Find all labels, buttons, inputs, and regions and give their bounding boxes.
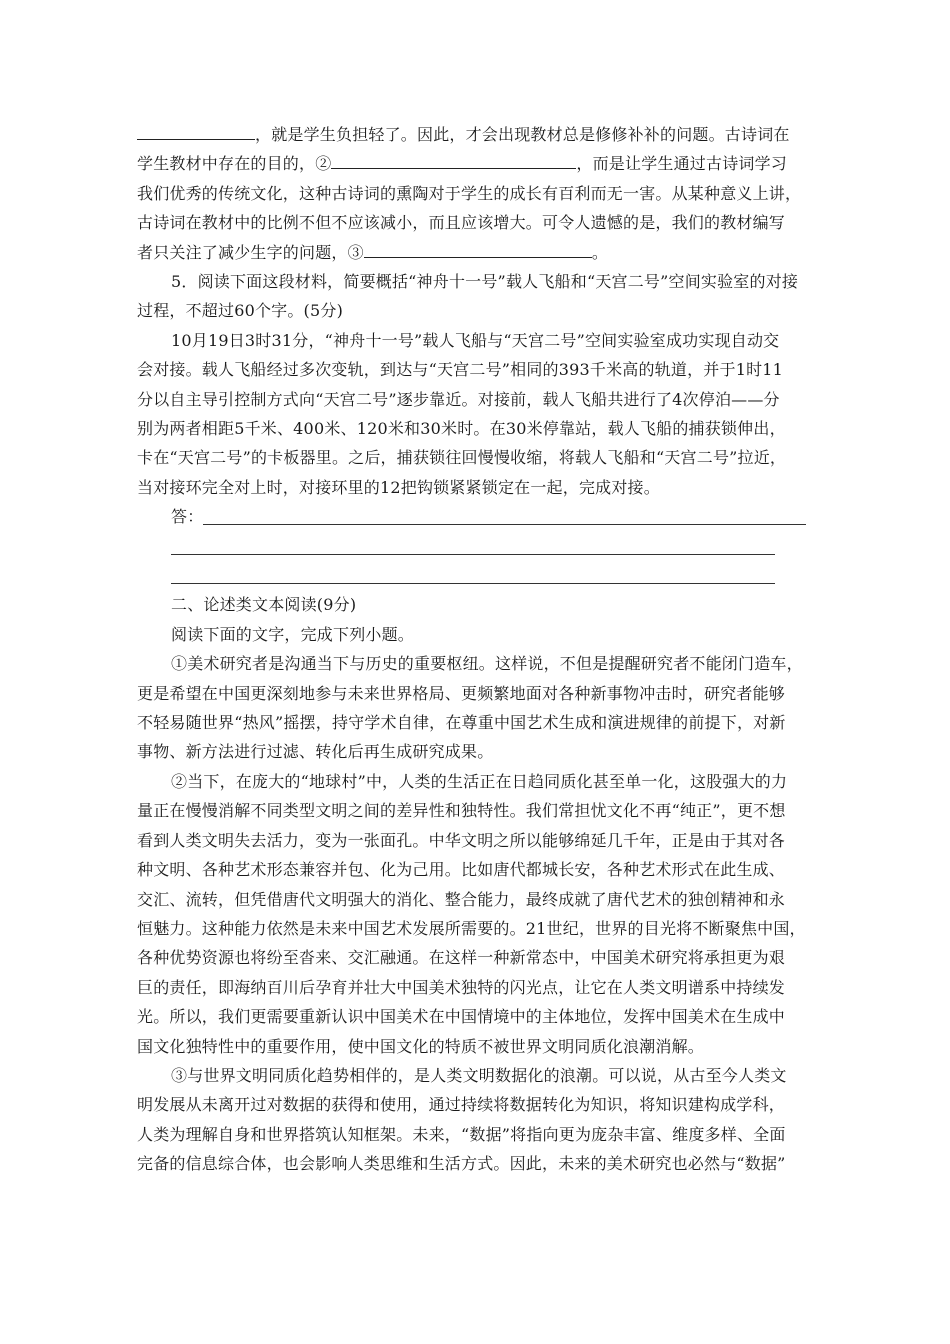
passage-line: 我们优秀的传统文化，这种古诗词的熏陶对于学生的成长有百利而无一害。从某种意义上讲， [137, 183, 802, 203]
material-line: 分以自主导引控制方式向“天宫二号”逐步靠近。对接前，载人飞船共进行了4次停泊——分 [137, 389, 780, 409]
answer-blank-2[interactable] [331, 150, 576, 169]
material-line: 卡在“天宫二号”的卡板器里。之后，捕获锁往回慢慢收缩，将载人飞船和“天宫二号”拉近， [137, 448, 787, 468]
answer-label: 答： [171, 507, 204, 527]
passage-line: 学生教材中存在的目的，② ，而是让学生通过古诗词学习 [137, 149, 827, 178]
answer-line-1[interactable] [203, 502, 806, 525]
passage-line: 者只关注了减少生字的问题，③ 。 [137, 238, 827, 267]
paragraph-1: ①美术研究者是沟通当下与历史的重要枢纽。这样说，不但是提醒研究者不能闭门造车， 更是希望在中国更深刻地参与未来世界格局、更频繁地面对各种新事物冲击时，研究者能够 不轻易随世界“热风”摇摆，持守学术自律，在尊重中国艺术生成和演进规律的前提下，对新 事物、新方法进行过滤、转化后再生成研究成果。 [137, 654, 803, 762]
answer-area [137, 502, 827, 590]
answer-line-2[interactable] [171, 532, 775, 555]
answer-blank-1[interactable] [137, 121, 255, 140]
fill-in-passage [137, 120, 827, 267]
section-instruction: 阅读下面的文字，完成下列小题。 [171, 624, 415, 644]
passage-line: ，就是学生负担轻了。因此，才会出现教材总是修修补补的问题。古诗词在 [137, 120, 827, 149]
answer-line-3[interactable] [171, 561, 775, 584]
question-5-prompt-cont: 过程，不超过60个字。(5分) [137, 301, 344, 321]
paragraph-3: ③与世界文明同质化趋势相伴的，是人类文明数据化的浪潮。可以说，从古至今人类文 明发展从未离开过对数据的获得和使用，通过持续将数据转化为知识，将知识建构成学科， 人类为理解自身和世界搭筑认知框架。未来，“数据”将指向更为庞杂丰富、维度多样、全面 完备的信息综合体，也会影响人类思维和生活方式。因此，未来的美术研究也必然与“数据” [137, 1065, 787, 1174]
document-page [137, 120, 827, 1179]
material-line: 当对接环完全对上时，对接环里的12把钩锁紧紧锁定在一起，完成对接。 [137, 477, 660, 497]
question-5-material [137, 326, 827, 502]
material-line: 10月19日3时31分，“神舟十一号”载人飞船与“天宫二号”空间实验室成功实现自动交 [171, 330, 780, 350]
question-5-prompt: 5．阅读下面这段材料，简要概括“神舟十一号”载人飞船和“天宫二号”空间实验室的对接 [171, 272, 799, 292]
section-heading: 二、论述类文本阅读(9分) [171, 595, 357, 615]
question-5 [137, 267, 827, 326]
answer-blank-3[interactable] [364, 239, 592, 258]
material-line: 别为两者相距5千米、400米、120米和30米时。在30米停靠站，载人飞船的捕获锁伸出， [137, 419, 786, 439]
section-2 [137, 590, 827, 649]
passage-line: 古诗词在教材中的比例不但不应该减小，而且应该增大。可令人遗憾的是，我们的教材编写 [137, 213, 786, 233]
material-line: 会对接。载人飞船经过多次变轨，到达与“天宫二号”相同的393千米高的轨道，并于1时11 [137, 360, 784, 380]
paragraph-2: ②当下，在庞大的“地球村”中，人类的生活正在日趋同质化甚至单一化，这股强大的力 量正在慢慢消解不同类型文明之间的差异性和独特性。我们常担忧文化不再“纯正”，更不想 看到人类文明失去活力，变为一张面孔。中华文明之所以能够绵延几千年，正是由于其对各 种文明、各种艺术形态兼容并包、化为己用。比如唐代都城长安，各种艺术形式在此生成、 交汇、流转，但凭借唐代文明强大的消化、整合能力，最终成就了唐代艺术的独创精神和永 恒魅力。这种能力依然是未来中国艺术发展所需要的。21世纪，世界的目光将不断聚焦中国， 各种优势资源也将纷至沓来、交汇融通。在这样一种新常态中，中国美术研究将承担更为艰 巨的责任，即海纳百川后孕育并壮大中国美术独特的闪光点，让它在人类文明谱系中持续发 光。所以，我们更需要重新认识中国美术在中国情境中的主体地位，发挥中国美术在生成中 国文化独特性中的重要作用，使中国文化的特质不被世界文明同质化浪潮消解。 [137, 771, 806, 1056]
